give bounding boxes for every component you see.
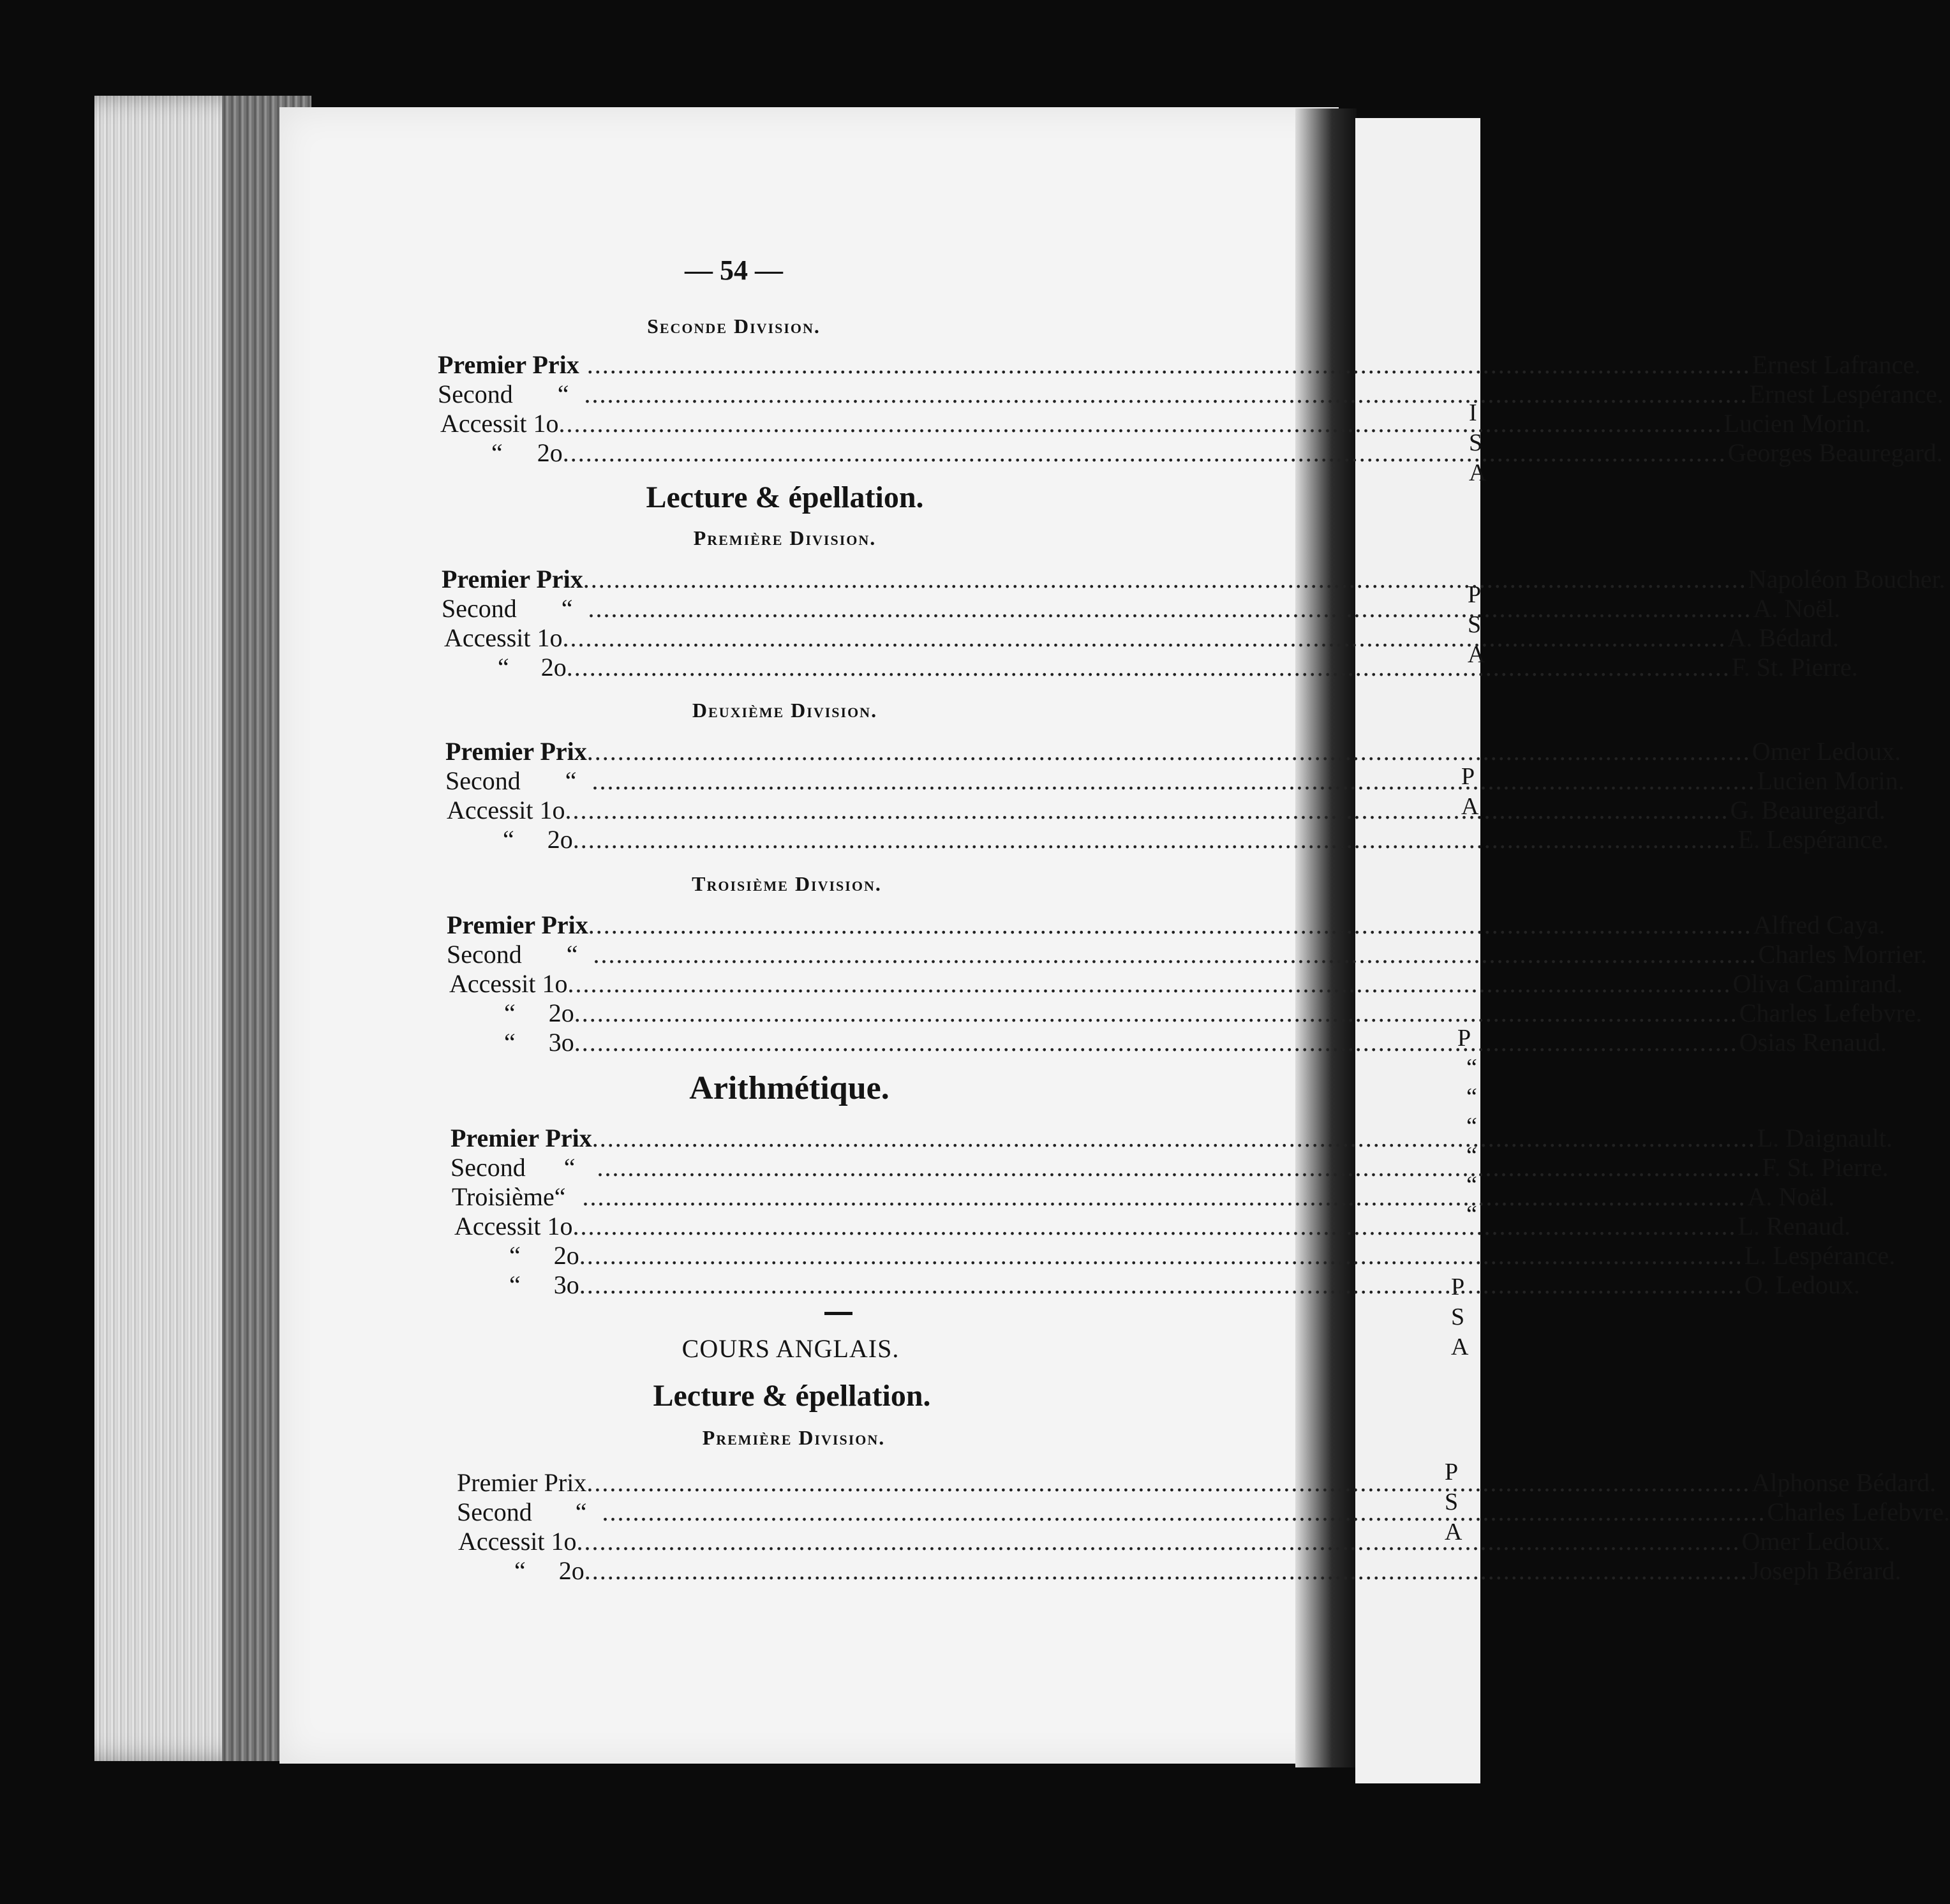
division-title: Deuxième Division. xyxy=(692,699,878,722)
winner-name: Charles Lefebvre. xyxy=(1739,999,1923,1027)
facing-page-fragment: P xyxy=(1445,1459,1459,1485)
winner-name: Omer Ledoux. xyxy=(1752,737,1902,766)
leader-dots xyxy=(588,593,1752,623)
prize-entry xyxy=(444,623,1839,652)
leader-dots xyxy=(587,350,1751,380)
prize-entry xyxy=(454,1211,1851,1240)
winner-name: G. Beauregard. xyxy=(1730,796,1886,824)
prize-entry xyxy=(440,408,1872,438)
facing-page-fragment: P xyxy=(1451,1274,1465,1300)
prize-entry xyxy=(449,969,1903,998)
prize-entry xyxy=(445,736,1902,766)
leader-dots xyxy=(567,652,1730,682)
winner-name: Joseph Bérard. xyxy=(1749,1556,1902,1585)
division-title: Première Division. xyxy=(693,526,877,549)
prize-label: Accessit xyxy=(440,409,527,438)
prize-label: Premier Prix xyxy=(447,911,588,939)
prize-label: “ xyxy=(509,1270,521,1299)
winner-name: Lucien Morin. xyxy=(1757,766,1905,795)
prize-rank: 2o xyxy=(548,999,574,1027)
leader-dots xyxy=(602,1497,1766,1527)
winner-name: Georges Beauregard. xyxy=(1727,438,1943,467)
facing-page-fragment: A xyxy=(1451,1334,1469,1360)
section-heading: Lecture & épellation. xyxy=(653,1379,931,1413)
prize-entry xyxy=(450,1123,1893,1152)
winner-name: Charles Morrier. xyxy=(1758,940,1927,969)
prize-label: “ xyxy=(503,825,514,854)
section-heading: Lecture & épellation. xyxy=(646,480,924,514)
leader-dots xyxy=(584,1556,1748,1586)
prize-entry xyxy=(438,350,1921,379)
prize-label: Accessit xyxy=(444,623,531,652)
leader-dots xyxy=(563,438,1727,468)
prize-entry xyxy=(452,1182,1835,1211)
prize-entry xyxy=(442,593,1841,623)
prize-entry xyxy=(438,379,1944,408)
prize-entry xyxy=(509,1240,1896,1270)
prize-rank: 1o xyxy=(542,969,568,998)
winner-name: Ernest Lespérance. xyxy=(1749,380,1944,408)
leader-dots xyxy=(592,766,1756,796)
winner-name: Napoléon Boucher. xyxy=(1748,565,1946,593)
prize-entry xyxy=(504,1027,1887,1057)
prize-label: Second xyxy=(447,940,522,969)
facing-page-fragment: P xyxy=(1468,581,1482,608)
prize-rank: 2o xyxy=(537,438,563,467)
leader-dots xyxy=(579,1270,1743,1300)
prize-entry xyxy=(491,438,1943,467)
section-divider-rule xyxy=(824,1312,852,1315)
prize-rank: “ xyxy=(565,766,577,795)
prize-rank: 2o xyxy=(547,825,573,854)
leader-dots xyxy=(559,408,1723,438)
prize-label: Premier Prix xyxy=(438,350,579,379)
leader-dots xyxy=(573,824,1737,854)
prize-entry xyxy=(447,910,1886,939)
prize-label: “ xyxy=(491,438,503,467)
prize-entry xyxy=(442,564,1946,593)
winner-name: F. St. Pierre. xyxy=(1731,653,1858,681)
facing-page-fragment: P xyxy=(1461,763,1475,790)
prize-label: Premier Prix xyxy=(450,1124,592,1152)
prize-rank: “ xyxy=(561,594,573,623)
prize-rank: “ xyxy=(554,1182,566,1211)
winner-name: Lucien Morin. xyxy=(1723,409,1872,438)
prize-rank: “ xyxy=(575,1498,587,1526)
winner-name: L. Lespérance. xyxy=(1744,1241,1896,1270)
prize-label: Premier Prix xyxy=(457,1468,587,1497)
prize-entry xyxy=(447,939,1927,969)
prize-label: Second xyxy=(438,380,513,408)
prize-label: Premier Prix xyxy=(442,565,583,593)
leader-dots xyxy=(563,623,1727,653)
prize-entry xyxy=(458,1526,1891,1556)
winner-name: Ernest Lafrance. xyxy=(1752,350,1921,379)
prize-label: Accessit xyxy=(454,1212,541,1240)
leader-dots xyxy=(574,1027,1738,1057)
facing-page-fragment: “ xyxy=(1466,1054,1477,1081)
prize-label: “ xyxy=(504,1028,516,1057)
winner-name: A. Noël. xyxy=(1747,1182,1835,1211)
prize-entry xyxy=(514,1556,1902,1585)
prize-entry xyxy=(503,824,1889,854)
leader-dots xyxy=(586,1468,1750,1498)
prize-rank: 1o xyxy=(547,1212,573,1240)
prize-label: Accessit xyxy=(449,969,536,998)
leader-dots xyxy=(573,1211,1737,1241)
leader-dots xyxy=(568,969,1732,999)
leader-dots xyxy=(597,1152,1761,1182)
prize-label: Second xyxy=(457,1498,532,1526)
facing-page-fragment: S xyxy=(1451,1304,1465,1330)
prize-label: “ xyxy=(498,653,509,681)
winner-name: A. Bédard. xyxy=(1727,623,1839,652)
prize-label: Second xyxy=(445,766,521,795)
leader-dots xyxy=(588,910,1752,940)
winner-name: Oliva Camirand. xyxy=(1732,969,1903,998)
prize-rank: “ xyxy=(566,940,578,969)
facing-page-fragment: S xyxy=(1469,429,1483,456)
winner-name: Osias Renaud. xyxy=(1739,1028,1887,1057)
leader-dots xyxy=(584,379,1748,409)
winner-name: L. Renaud. xyxy=(1738,1212,1851,1240)
prize-label: “ xyxy=(514,1556,526,1585)
prize-entry xyxy=(509,1270,1860,1299)
facing-page-fragment: “ xyxy=(1466,1201,1477,1228)
winner-name: F. St. Pierre. xyxy=(1762,1153,1889,1182)
prize-label: Premier Prix xyxy=(445,737,587,766)
prize-label: Accessit xyxy=(458,1527,545,1556)
leader-dots xyxy=(592,1123,1756,1153)
prize-label: “ xyxy=(504,999,516,1027)
division-title: Seconde Division. xyxy=(647,315,821,338)
prize-entry xyxy=(504,998,1923,1027)
prize-rank: 1o xyxy=(537,623,563,652)
winner-name: L. Daignault. xyxy=(1757,1124,1893,1152)
section-heading: Arithmétique. xyxy=(689,1070,889,1106)
prize-entry xyxy=(450,1152,1889,1182)
leader-dots xyxy=(574,998,1738,1028)
prize-rank: 3o xyxy=(553,1270,579,1299)
prize-rank: 3o xyxy=(548,1028,574,1057)
leader-dots xyxy=(583,564,1747,594)
leader-dots xyxy=(587,736,1751,766)
winner-name: O. Ledoux. xyxy=(1744,1270,1860,1299)
facing-page-fragment: I xyxy=(1469,399,1477,426)
winner-name: Omer Ledoux. xyxy=(1741,1527,1891,1556)
facing-page-fragment: A xyxy=(1445,1519,1462,1545)
winner-name: Charles Lefebvre. xyxy=(1767,1498,1950,1526)
prize-entry xyxy=(457,1468,1937,1497)
prize-label: “ xyxy=(509,1241,521,1270)
leader-dots xyxy=(565,795,1729,825)
winner-name: E. Lespérance. xyxy=(1738,825,1889,854)
prize-rank: “ xyxy=(563,1153,576,1182)
prize-rank: 1o xyxy=(539,796,565,824)
leader-dots xyxy=(593,939,1757,969)
leader-dots xyxy=(583,1182,1746,1212)
division-title: Troisième Division. xyxy=(692,872,882,895)
facing-page-fragment: S xyxy=(1445,1489,1459,1515)
facing-page-fragment: “ xyxy=(1466,1083,1477,1110)
prize-rank: 2o xyxy=(558,1556,584,1585)
prize-rank: “ xyxy=(557,380,569,408)
prize-rank: 1o xyxy=(533,409,559,438)
cours-title: COURS ANGLAIS. xyxy=(681,1334,900,1363)
facing-page-fragment: A xyxy=(1461,793,1479,820)
prize-label: Second xyxy=(442,594,517,623)
prize-rank: 2o xyxy=(553,1241,579,1270)
prize-rank: 1o xyxy=(551,1527,577,1556)
winner-name: Alfred Caya. xyxy=(1753,911,1886,939)
winner-name: A. Noël. xyxy=(1753,594,1841,623)
prize-entry xyxy=(447,795,1886,824)
prize-rank: 2o xyxy=(540,653,567,681)
facing-page-fragment: A xyxy=(1469,459,1487,486)
winner-name: Alphonse Bédard. xyxy=(1752,1468,1937,1497)
facing-page-fragment: “ xyxy=(1466,1142,1477,1169)
division-title: Première Division. xyxy=(702,1426,886,1449)
facing-page-fragment: P xyxy=(1457,1025,1471,1052)
prize-label: Troisième xyxy=(452,1182,554,1211)
facing-page-fragment: “ xyxy=(1466,1113,1477,1140)
facing-page-fragment: A xyxy=(1468,641,1485,668)
leader-dots xyxy=(577,1526,1741,1556)
prize-entry xyxy=(498,652,1858,681)
page-number: — 54 — xyxy=(685,255,783,286)
prize-entry xyxy=(445,766,1905,795)
prize-label: Second xyxy=(450,1153,526,1182)
prize-entry xyxy=(457,1497,1950,1526)
facing-page-fragment: “ xyxy=(1466,1171,1477,1198)
leader-dots xyxy=(579,1240,1743,1270)
prize-label: Accessit xyxy=(447,796,533,824)
facing-page-fragment: S xyxy=(1468,611,1482,638)
